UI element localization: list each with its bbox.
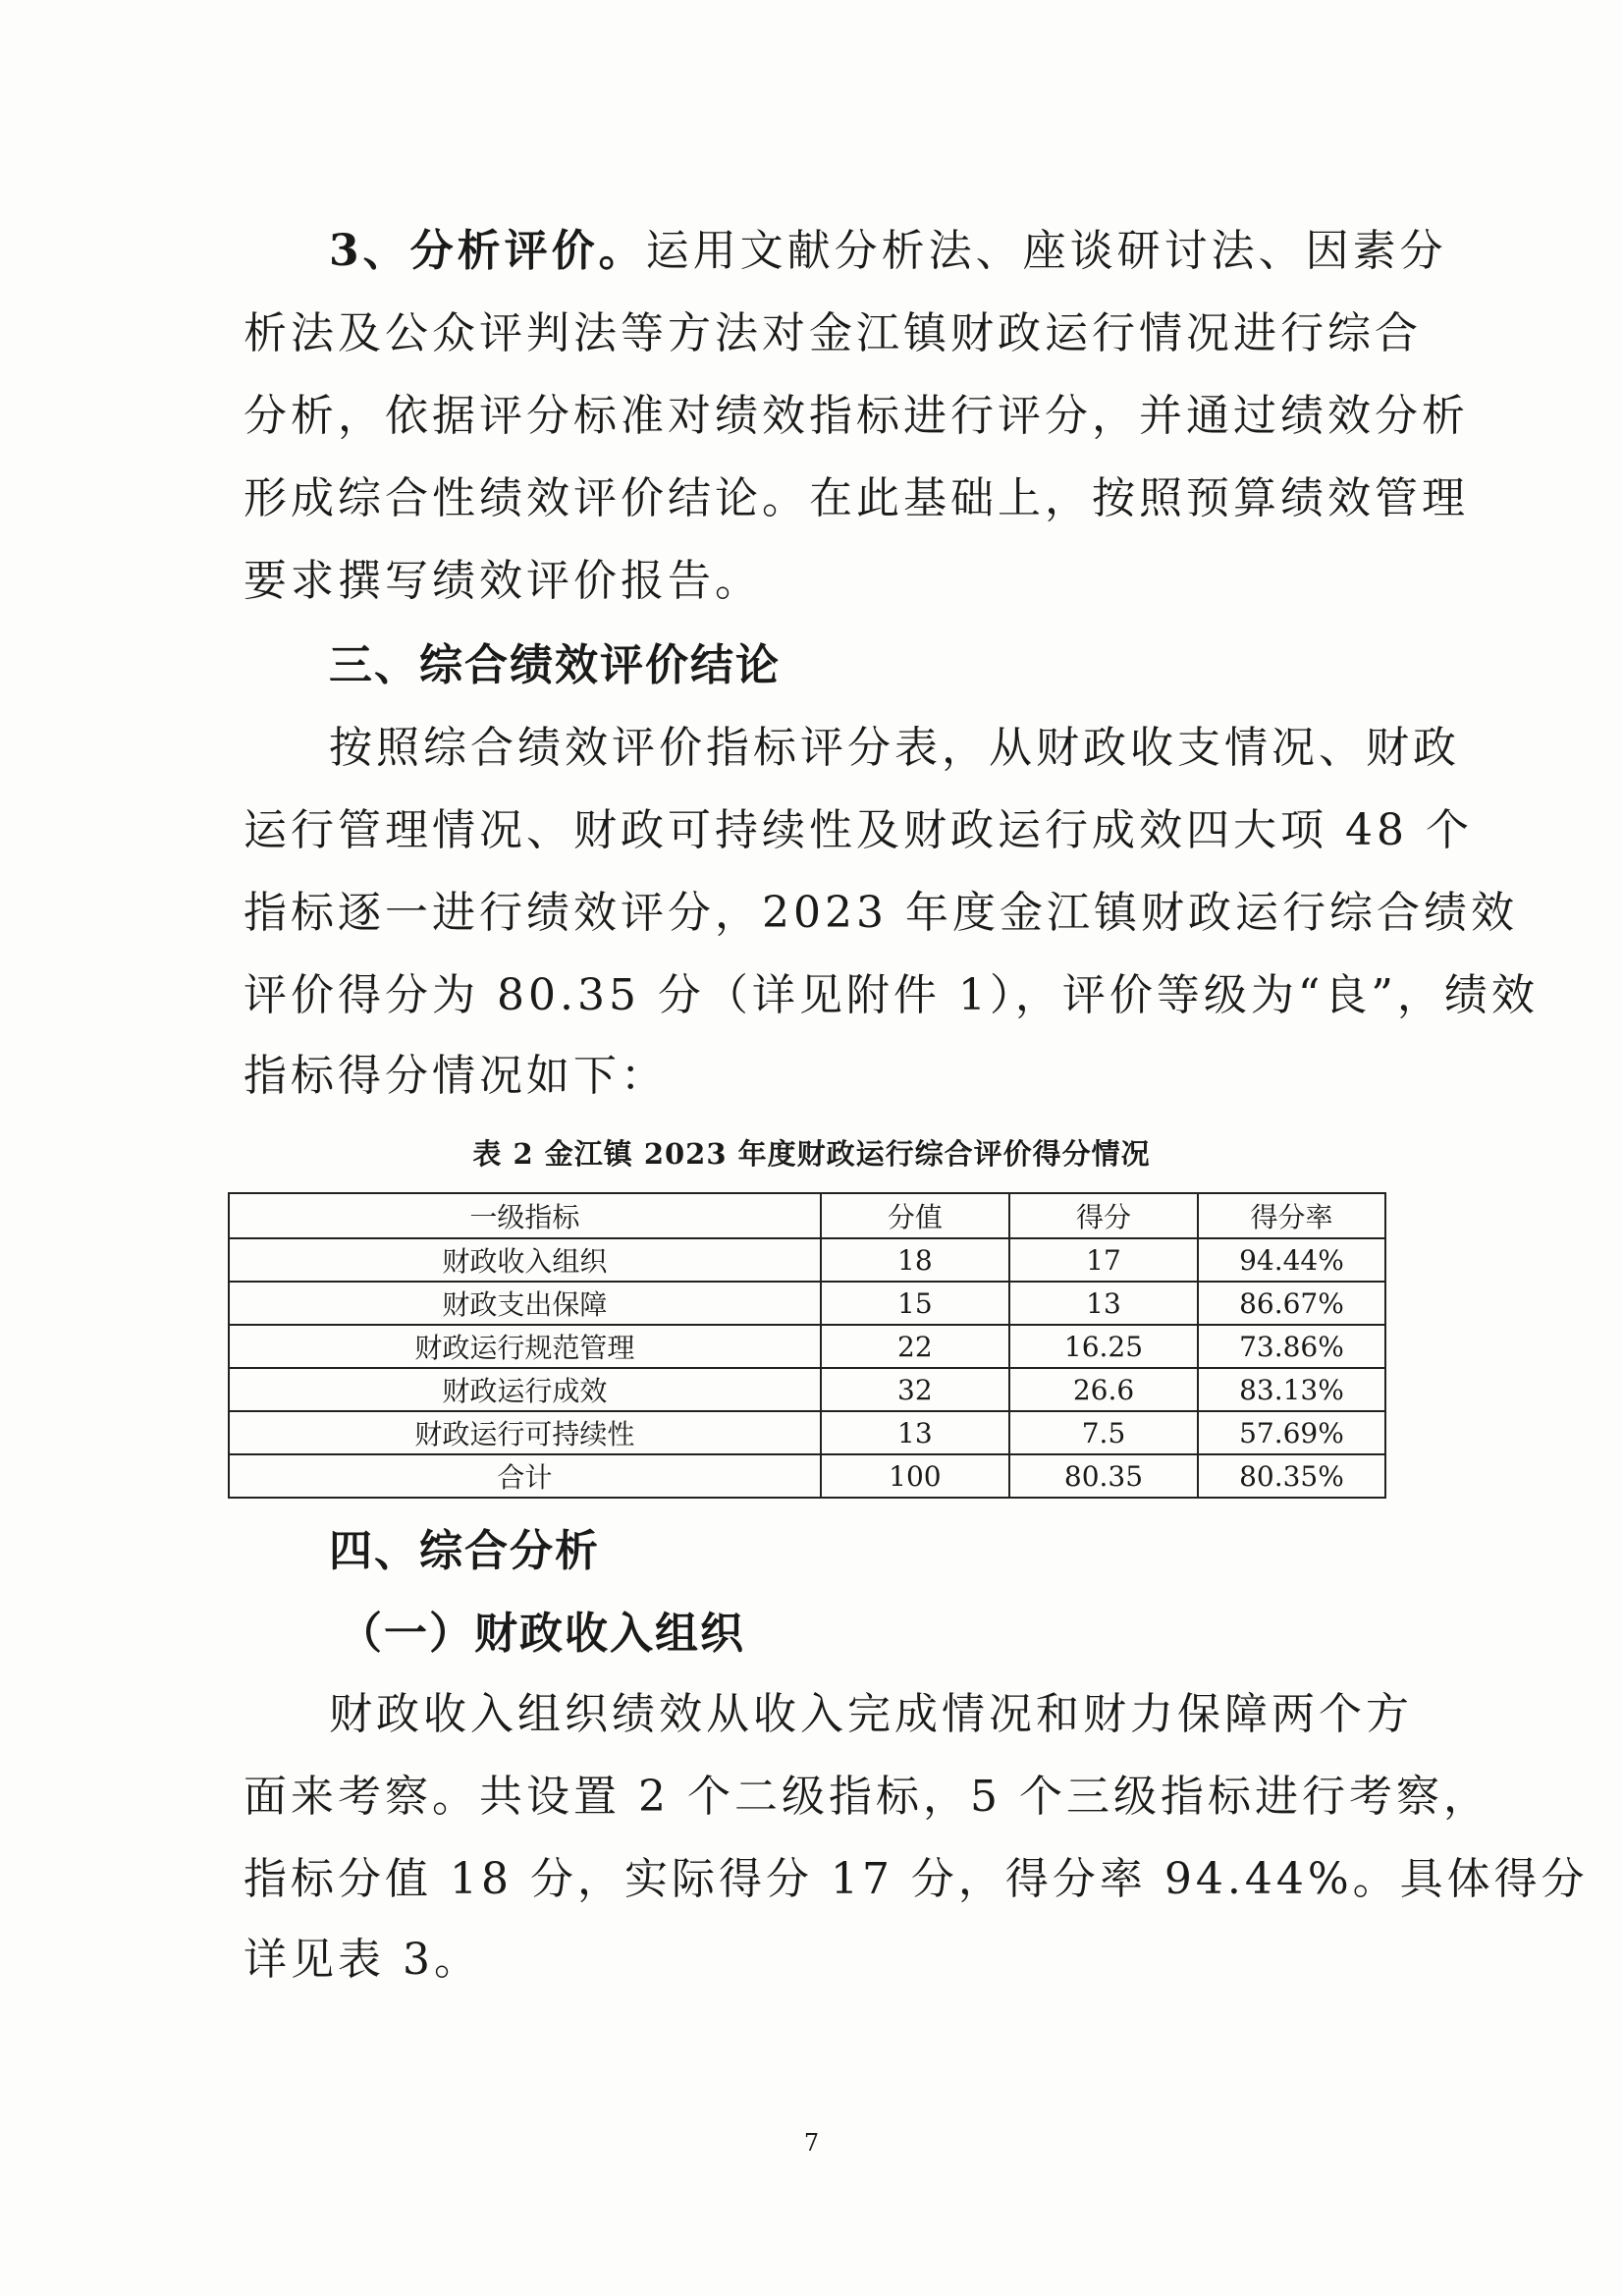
- conclusion-line-5: 指标得分情况如下：: [243, 1051, 668, 1101]
- table-row: [229, 1411, 1385, 1454]
- analysis-line-1: 财政收入组织绩效从收入完成情况和财力保障两个方: [329, 1689, 1413, 1739]
- analysis-line-4: 详见表 3。: [243, 1935, 481, 1985]
- analysis-line-2: 面来考察。共设置 2 个二级指标，5 个三级指标进行考察，: [243, 1772, 1490, 1822]
- header-rate: 得分率: [1198, 1193, 1385, 1238]
- conclusion-line-1: 按照综合绩效评价指标评分表，从财政收支情况、财政: [329, 723, 1460, 773]
- conclusion-heading: 三、综合绩效评价结论: [329, 640, 781, 690]
- section3-line-1-text: 运用文献分析法、座谈研讨法、因素分: [645, 226, 1447, 276]
- section3-line-2: 析法及公众评判法等方法对金江镇财政运行情况进行综合: [243, 308, 1422, 358]
- cell-rate: 80.35%: [1198, 1454, 1385, 1498]
- cell-weight: 100: [821, 1454, 1009, 1498]
- conclusion-line-2: 运行管理情况、财政可持续性及财政运行成效四大项 48 个: [243, 805, 1473, 855]
- table-row: [229, 1325, 1385, 1368]
- score-table: [228, 1192, 1386, 1499]
- cell-rate: 83.13%: [1198, 1368, 1385, 1411]
- table-row: [229, 1238, 1385, 1282]
- section3-line-3: 分析，依据评分标准对绩效指标进行评分，并通过绩效分析: [243, 391, 1469, 441]
- table-row: [229, 1282, 1385, 1325]
- cell-indicator: 财政收入组织: [229, 1238, 821, 1282]
- analysis-line-3: 指标分值 18 分，实际得分 17 分，得分率 94.44%。具体得分: [243, 1854, 1589, 1904]
- table-header-row: [229, 1193, 1385, 1238]
- cell-weight: 15: [821, 1282, 1009, 1325]
- cell-weight: 22: [821, 1325, 1009, 1368]
- section3-line-1: [329, 224, 1447, 279]
- cell-score: 13: [1009, 1282, 1198, 1325]
- cell-score: 26.6: [1009, 1368, 1198, 1411]
- cell-weight: 18: [821, 1238, 1009, 1282]
- section3-line-5: 要求撰写绩效评价报告。: [243, 556, 762, 606]
- cell-score: 17: [1009, 1238, 1198, 1282]
- analysis-heading: 四、综合分析: [329, 1526, 600, 1576]
- table-row: [229, 1368, 1385, 1411]
- section3-lead: 3、分析评价。: [329, 226, 646, 276]
- cell-indicator: 财政运行规范管理: [229, 1325, 821, 1368]
- cell-indicator: 财政支出保障: [229, 1282, 821, 1325]
- analysis-subheading: （一）财政收入组织: [339, 1609, 745, 1659]
- cell-indicator: 财政运行可持续性: [229, 1411, 821, 1454]
- section3-line-4: 形成综合性绩效评价结论。在此基础上，按照预算绩效管理: [243, 473, 1469, 523]
- page-number: 7: [803, 2129, 820, 2157]
- table-caption: 表 2 金江镇 2023 年度财政运行综合评价得分情况: [472, 1137, 1151, 1171]
- cell-rate: 94.44%: [1198, 1238, 1385, 1282]
- conclusion-line-4: 评价得分为 80.35 分（详见附件 1），评价等级为“良”，绩效: [243, 970, 1539, 1020]
- cell-score: 7.5: [1009, 1411, 1198, 1454]
- conclusion-line-3: 指标逐一进行绩效评分，2023 年度金江镇财政运行综合绩效: [243, 888, 1518, 938]
- cell-score: 16.25: [1009, 1325, 1198, 1368]
- cell-indicator: 合计: [229, 1454, 821, 1498]
- cell-rate: 86.67%: [1198, 1282, 1385, 1325]
- table-total-row: [229, 1454, 1385, 1498]
- header-indicator: 一级指标: [229, 1193, 821, 1238]
- cell-rate: 73.86%: [1198, 1325, 1385, 1368]
- header-score: 得分: [1009, 1193, 1198, 1238]
- header-weight: 分值: [821, 1193, 1009, 1238]
- cell-weight: 13: [821, 1411, 1009, 1454]
- cell-indicator: 财政运行成效: [229, 1368, 821, 1411]
- cell-score: 80.35: [1009, 1454, 1198, 1498]
- cell-rate: 57.69%: [1198, 1411, 1385, 1454]
- cell-weight: 32: [821, 1368, 1009, 1411]
